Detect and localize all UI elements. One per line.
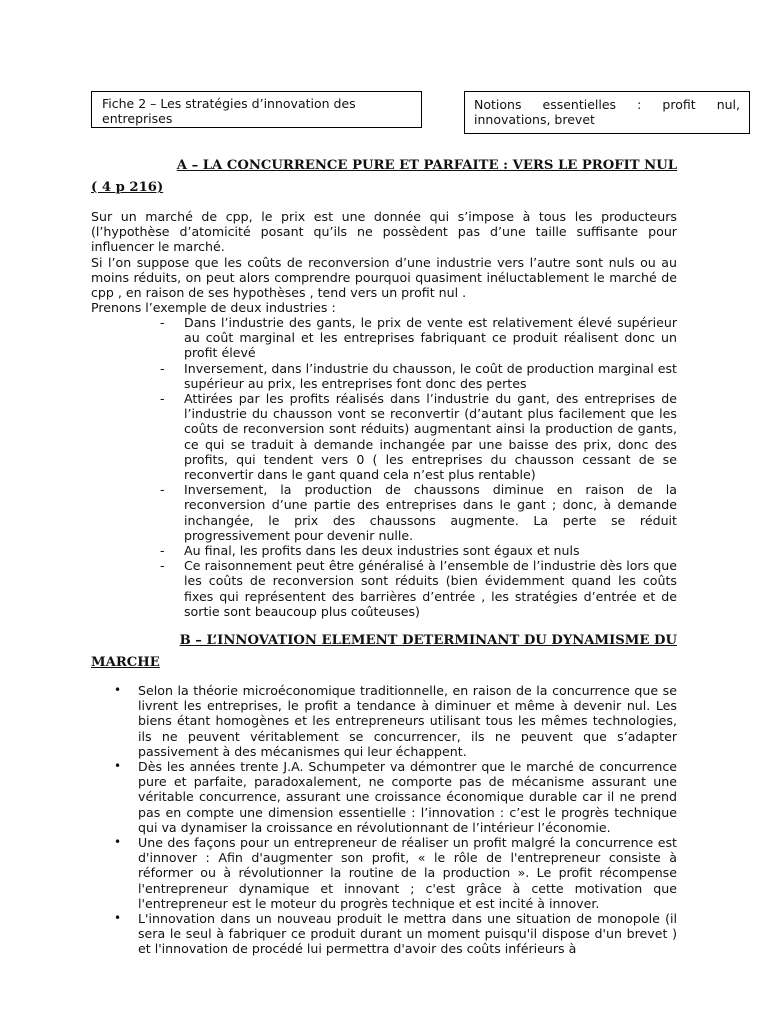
list-item-text: Dès les années trente J.A. Schumpeter va démontrer que le marché de concurrence pure et parfaite, paradoxalement, ne comporte pas de mécanisme assurant une véritable concurrence, assurant une croissance économique durable car il ne prend pas en compte une dimension essentielle : l’innovation : c’est le progrès technique qui va dynamiser la croissance en révolutionnant de l’intérieur l’économie.	[138, 759, 677, 835]
section-a-heading	[91, 155, 677, 199]
list-item-text: L'innovation dans un nouveau produit le mettra dans une situation de monopole (il sera le seul à fabriquer ce produit durant un moment puisqu'il dispose d'un brevet ) et l'innovation de procédé lui permettra d'avoir des coûts inférieurs à	[138, 911, 677, 957]
paragraph: Prenons l’exemple de deux industries :	[91, 300, 336, 316]
bullet-icon: •	[114, 911, 122, 926]
section-b-list	[91, 683, 677, 957]
paragraph: Si l’on suppose que les coûts de reconversion d’une industrie vers l’autre sont nuls ou au moins réduits, on peut alors comprendre pourquoi quasiment inéluctablement le marché de cpp , en raison de ses hypothèses , tend vers un profit nul .	[91, 254, 677, 301]
list-item-text: Une des façons pour un entrepreneur de réaliser un profit malgré la concurrence est d'innover : Afin d'augmenter son profit, « le rôle de l'entrepreneur consiste à réformer ou à révolutionner la routine de la production ». Le profit récompense l'entrepreneur dynamique et innovant ; c'est grâce à cette motivation que l'entrepreneur est le moteur du progrès technique et est incité à innover.	[138, 835, 677, 911]
fiche-title: Fiche 2 – Les stratégies d’innovation des entreprises	[102, 96, 356, 126]
list-item-text: Inversement, dans l’industrie du chausson, le coût de production marginal est supérieur au prix, les entreprises font donc des pertes	[184, 360, 677, 391]
dash-marker: -	[160, 315, 165, 330]
list-item	[91, 315, 677, 361]
list-item-text: Selon la théorie microéconomique traditionnelle, en raison de la concurrence que se livrent les entreprises, le profit a tendance à diminuer et même à devenir nul. Les biens étant homogènes et les entrepreneurs utilisant tous les mêmes technologies, ils ne peuvent véritablement se concurrencer, ils ne peuvent que s’adapter passivement à des mécanismes qui leur échappent.	[138, 683, 677, 759]
bullet-icon: •	[114, 683, 122, 697]
section-b-title: B – L’INNOVATION ELEMENT DETERMINANT DU DYNAMISME DU	[179, 633, 677, 648]
section-b-heading	[91, 630, 677, 674]
fiche-title-box	[91, 91, 422, 128]
list-item	[91, 759, 677, 835]
list-item	[91, 482, 677, 543]
list-item	[91, 558, 677, 619]
list-item	[91, 911, 677, 957]
list-item-text: Ce raisonnement peut être généralisé à l’ensemble de l’industrie dès lors que les coûts de reconversion sont réduits (bien évidemment quand les coûts fixes qui représentent des barrières d’entrée , les stratégies d’entrée et de sortie sont beaucoup plus coûteuses)	[184, 558, 677, 619]
dash-marker: -	[160, 360, 165, 376]
bullet-icon: •	[114, 759, 122, 774]
dash-marker: -	[160, 482, 165, 498]
list-item-text: Attirées par les profits réalisés dans l’industrie du gant, des entreprises de l’industrie du chausson vont se reconvertir (d’autant plus facilement que les coûts de reconversion sont réduits) augmentant ainsi la production de gants, ce qui se traduit à demande inchangée par une baisse des prix, donc des profits, qui tendent vers 0 ( les entreprises du chausson cessant de se reconvertir dans le gant quand cela n’est plus rentable)	[184, 391, 677, 483]
list-item	[91, 683, 677, 759]
section-a-title: A – LA CONCURRENCE PURE ET PARFAITE : VERS LE PROFIT NUL	[176, 158, 677, 173]
list-item-text: Dans l’industrie des gants, le prix de vente est relativement élevé supérieur au coût marginal et les entreprises fabriquant ce produit réalisent donc un profit élevé	[184, 315, 677, 361]
dash-marker: -	[160, 543, 165, 559]
list-item-text: Inversement, la production de chaussons diminue en raison de la reconversion d’une partie des entreprises dans le gant ; donc, à demande inchangée, le prix des chaussons augmente. La perte se réduit progressivement pour devenir nulle.	[184, 482, 677, 543]
paragraph: Sur un marché de cpp, le prix est une donnée qui s’impose à tous les producteurs (l’hypothèse d’atomicité posant qu’ils ne possèdent pas d’une taille suffisante pour influencer le marché.	[91, 209, 677, 255]
bullet-icon: •	[114, 835, 122, 850]
section-a-list	[91, 315, 677, 619]
notions-box	[464, 91, 750, 134]
list-item	[91, 835, 677, 911]
list-item-text: Au final, les profits dans les deux industries sont égaux et nuls	[184, 543, 580, 559]
section-b-title-cont: MARCHE	[91, 655, 160, 670]
notions-text: Notions essentielles : profit nul, innovations, brevet	[474, 97, 740, 127]
dash-marker: -	[160, 391, 165, 407]
dash-marker: -	[160, 558, 165, 574]
list-item	[91, 543, 677, 558]
list-item	[91, 391, 677, 482]
section-a-intro	[91, 209, 677, 315]
list-item	[91, 361, 677, 391]
section-a-reference: ( 4 p 216)	[91, 180, 164, 195]
